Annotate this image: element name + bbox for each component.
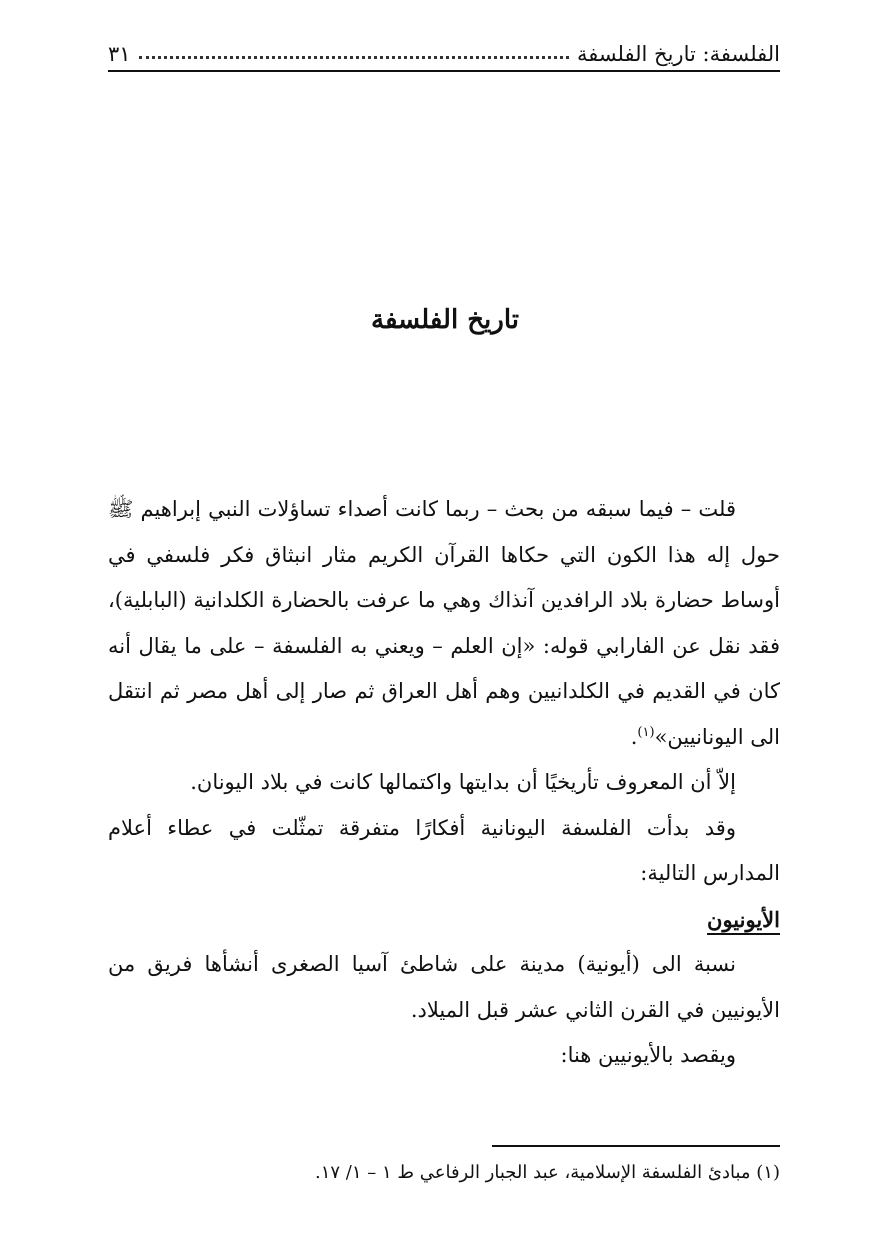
page-number: ٣١	[108, 42, 131, 66]
paragraph-greek-origin: إلاّ أن المعروف تأريخيًا أن بدايتها واكتمالها كانت في بلاد اليونان.	[190, 770, 736, 794]
section-heading-ionians: الأيونيون	[707, 906, 780, 932]
running-header	[108, 30, 780, 72]
chapter-title: تاريخ الفلسفة	[371, 305, 519, 335]
footnote-reference: (١)	[637, 724, 655, 740]
footnote-divider	[492, 1145, 780, 1147]
body-text	[108, 487, 780, 1079]
paragraph-ionia: نسبة الى (أيونية) مدينة على شاطئ آسيا الصغرى أنشأها فريق من الأيونيين في القرن الثاني عشر قبل الميلاد.	[108, 952, 780, 1022]
footnote: (١) مبادئ الفلسفة الإسلامية، عبد الجبار الرفاعي ط ١ – ١/ ١٧.	[314, 1162, 780, 1183]
paragraph-intro-end: .	[630, 724, 638, 749]
paragraph-intro-text: قلت – فيما سبقه من بحث – ربما كانت أصداء تساؤلات النبي إبراهيم ﷺ حول إله هذا الكون التي حكاها القرآن الكريم مثار انبثاق فكر فلسفي في أوساط حضارة بلاد الرافدين آنذاك وهي ما عرفت بالحضارة الكلدانية (البابلية)، فقد نقل عن الفارابي قوله: «إن العلم – ويعني به الفلسفة – على ما يقال أنه كان في القديم في الكلدانيين وهم أهل العراق ثم صار إلى أهل مصر ثم انتقل الى اليونانيين»	[108, 497, 780, 749]
paragraph-schools: وقد بدأت الفلسفة اليونانية أفكارًا متفرقة تمثّلت في عطاء أعلام المدارس التالية:	[108, 815, 780, 885]
running-title: الفلسفة: تاريخ الفلسفة	[576, 42, 780, 66]
paragraph-intro	[108, 487, 780, 760]
paragraph-ionians-meaning: ويقصد بالأيونيين هنا:	[560, 1043, 736, 1067]
header-dot-leader	[139, 56, 569, 59]
